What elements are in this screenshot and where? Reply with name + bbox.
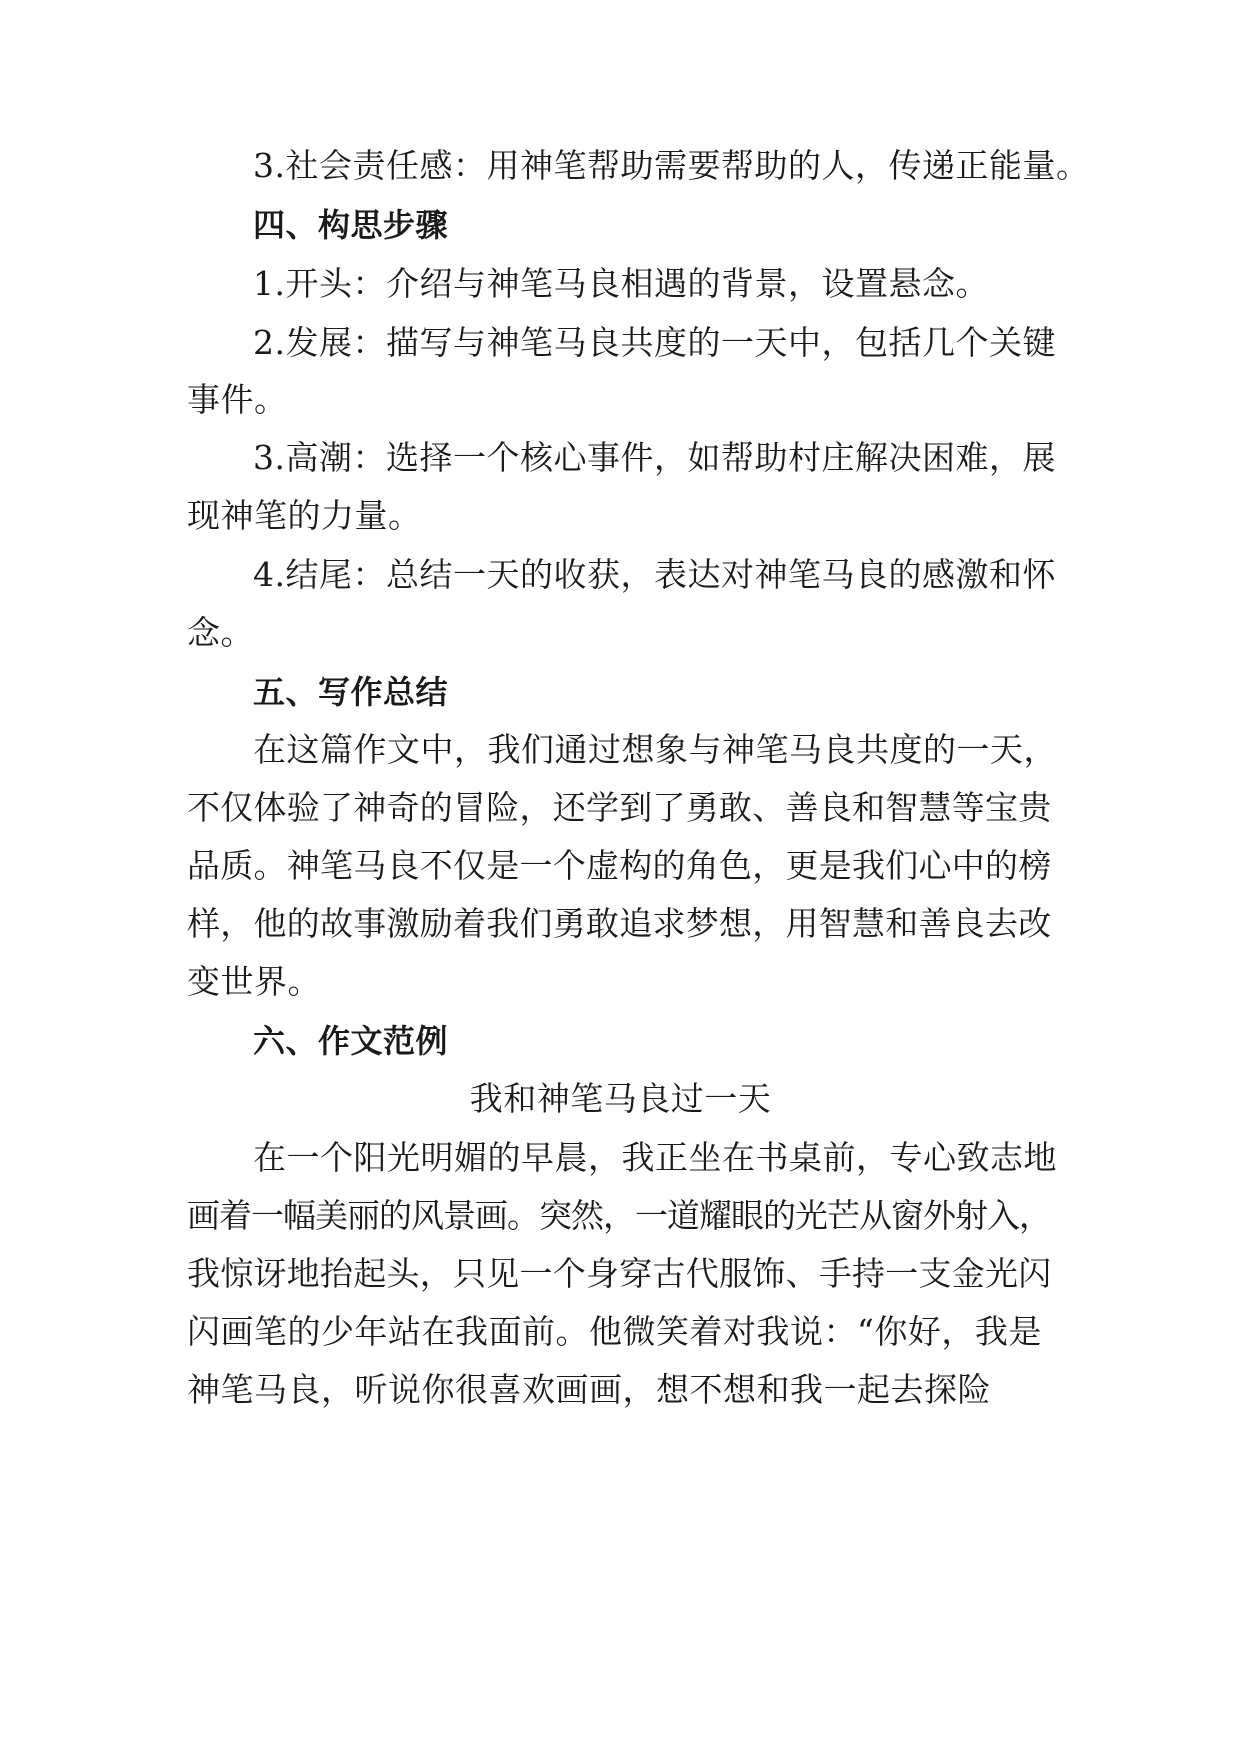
paragraph-line: 3.社会责任感：用神笔帮助需要帮助的人，传递正能量。 [253,146,1090,185]
paragraph-line: 闪画笔的少年站在我面前。他微笑着对我说：“你好，我是 [187,1312,1042,1351]
section-heading: 五、写作总结 [253,673,449,711]
paragraph-line: 3.高潮：选择一个核心事件，如帮助村庄解决困难，展 [253,438,1056,477]
paragraph-line: 在这篇作文中，我们通过想象与神笔马良共度的一天， [253,730,1057,769]
essay-title: 我和神笔马良过一天 [469,1079,772,1118]
paragraph-line: 2.发展：描写与神笔马良共度的一天中，包括几个关键 [253,323,1056,362]
paragraph-line: 样，他的故事激励着我们勇敢追求梦想，用智慧和善良去改 [187,904,1052,943]
paragraph-line: 4.结尾：总结一天的收获，表达对神笔马良的感激和怀 [253,555,1056,594]
section-heading: 四、构思步骤 [253,206,449,244]
paragraph-line: 念。 [187,613,254,652]
paragraph-line: 品质。神笔马良不仅是一个虚构的角色，更是我们心中的榜 [187,846,1052,885]
paragraph-line: 神笔马良，听说你很喜欢画画，想不想和我一起去探险 [187,1370,991,1409]
paragraph-line: 1.开头：介绍与神笔马良相遇的背景，设置悬念。 [253,264,989,303]
paragraph-line: 画着一幅美丽的风景画。突然，一道耀眼的光芒从窗外射入， [187,1196,1051,1235]
paragraph-line: 在一个阳光明媚的早晨，我正坐在书桌前，专心致志地 [253,1138,1057,1177]
paragraph-line: 现神笔的力量。 [187,496,422,535]
paragraph-line: 不仅体验了神奇的冒险，还学到了勇敢、善良和智慧等宝贵 [187,788,1052,827]
paragraph-line: 变世界。 [187,962,321,1001]
paragraph-line: 我惊讶地抬起头，只见一个身穿古代服饰、手持一支金光闪 [187,1254,1052,1293]
paragraph-line: 事件。 [187,380,288,419]
section-heading: 六、作文范例 [253,1022,449,1060]
